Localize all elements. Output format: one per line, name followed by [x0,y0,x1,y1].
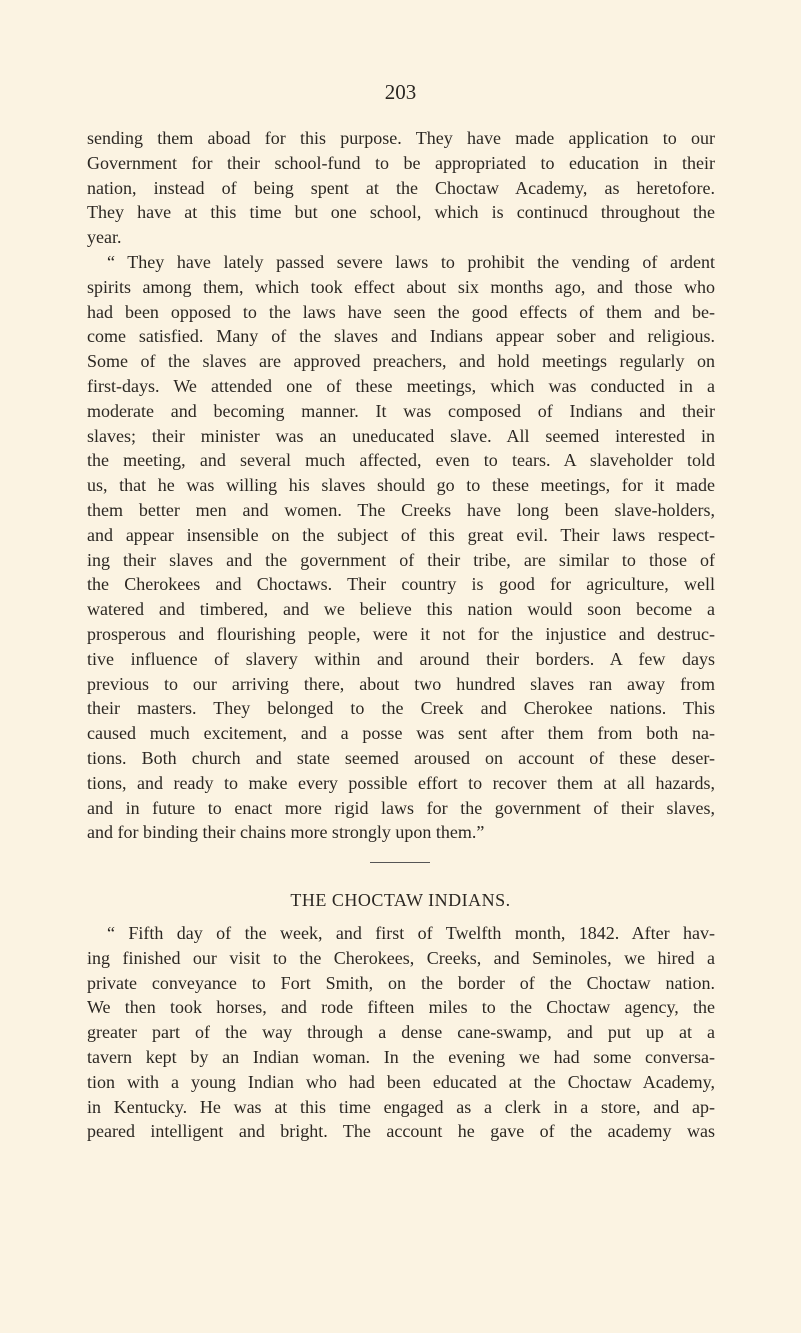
text-line: and in future to enact more rigid laws for the government of their slaves, [87,797,715,818]
text-line: year. [87,227,122,248]
text-line: tions, and ready to make every possible effort to recover them at all hazards, [87,772,715,793]
text-line: We then took horses, and rode fifteen miles to the Choctaw agency, the [87,997,715,1018]
section-heading: THE CHOCTAW INDIANS. [290,890,511,910]
text-line: watered and timbered, and we believe this nation would soon become a [87,599,715,620]
text-line: sending them aboad for this purpose. They have made application to our [87,128,715,148]
text-line: and appear insensible on the subject of this great evil. Their laws respect- [87,524,715,545]
section-divider [370,862,430,863]
text-line: private conveyance to Fort Smith, on the border of the Choctaw nation. [87,972,715,993]
text-block-top [87,126,715,845]
text-line: They have at this time but one school, which is continucd throughout the [87,202,715,223]
text-line: nation, instead of being spent at the Choctaw Academy, as heretofore. [87,177,715,198]
text-line: greater part of the way through a dense cane-swamp, and put up at a [87,1022,715,1043]
text-line: first-days. We attended one of these meetings, which was conducted in a [87,375,715,396]
text-line: “ They have lately passed severe laws to prohibit the vending of ardent [107,251,715,272]
text-line: had been opposed to the laws have seen the good effects of them and be- [87,301,715,322]
paragraph-1 [87,126,715,250]
text-line: tions. Both church and state seemed aroused on account of these deser- [87,747,715,768]
text-line: slaves; their minister was an uneducated slave. All seemed interested in [87,425,715,446]
text-line: prosperous and flourishing people, were it not for the injustice and destruc- [87,623,715,644]
text-line: “ Fifth day of the week, and first of Twelfth month, 1842. After hav- [107,923,715,943]
text-line: the Cherokees and Choctaws. Their country is good for agriculture, well [87,574,715,595]
text-line: come satisfied. Many of the slaves and Indians appear sober and religious. [87,326,715,347]
text-line: peared intelligent and bright. The account he gave of the academy was [87,1121,715,1142]
paragraph-2 [87,250,715,845]
text-line: us, that he was willing his slaves should go to these meetings, for it made [87,475,715,496]
text-line: moderate and becoming manner. It was composed of Indians and their [87,400,715,421]
text-line: and for binding their chains more strongly upon them.” [87,822,485,843]
text-line: them better men and women. The Creeks have long been slave-holders, [87,499,715,520]
text-line: tive influence of slavery within and around their borders. A few days [87,648,715,669]
text-line: their masters. They belonged to the Creek and Cherokee nations. This [87,698,715,719]
text-line: caused much excitement, and a posse was sent after them from both na- [87,723,715,744]
text-line: Government for their school-fund to be appropriated to education in their [87,152,715,173]
paragraph-3 [87,921,715,1144]
text-line: tavern kept by an Indian woman. In the evening we had some conversa- [87,1046,715,1067]
text-block-bottom [87,921,715,1144]
text-line: in Kentucky. He was at this time engaged as a clerk in a store, and ap- [87,1096,715,1117]
text-line: ing their slaves and the government of their tribe, are similar to those of [87,549,715,570]
text-line: ing finished our visit to the Cherokees, Creeks, and Seminoles, we hired a [87,947,715,968]
text-line: spirits among them, which took effect about six months ago, and those who [87,276,715,297]
text-line: Some of the slaves are approved preachers, and hold meetings regularly on [87,351,715,372]
page-number: 203 [384,80,417,104]
text-line: previous to our arriving there, about two hundred slaves ran away from [87,673,715,694]
text-line: the meeting, and several much affected, even to tears. A slaveholder told [87,450,715,471]
text-line: tion with a young Indian who had been educated at the Choctaw Academy, [87,1071,715,1092]
